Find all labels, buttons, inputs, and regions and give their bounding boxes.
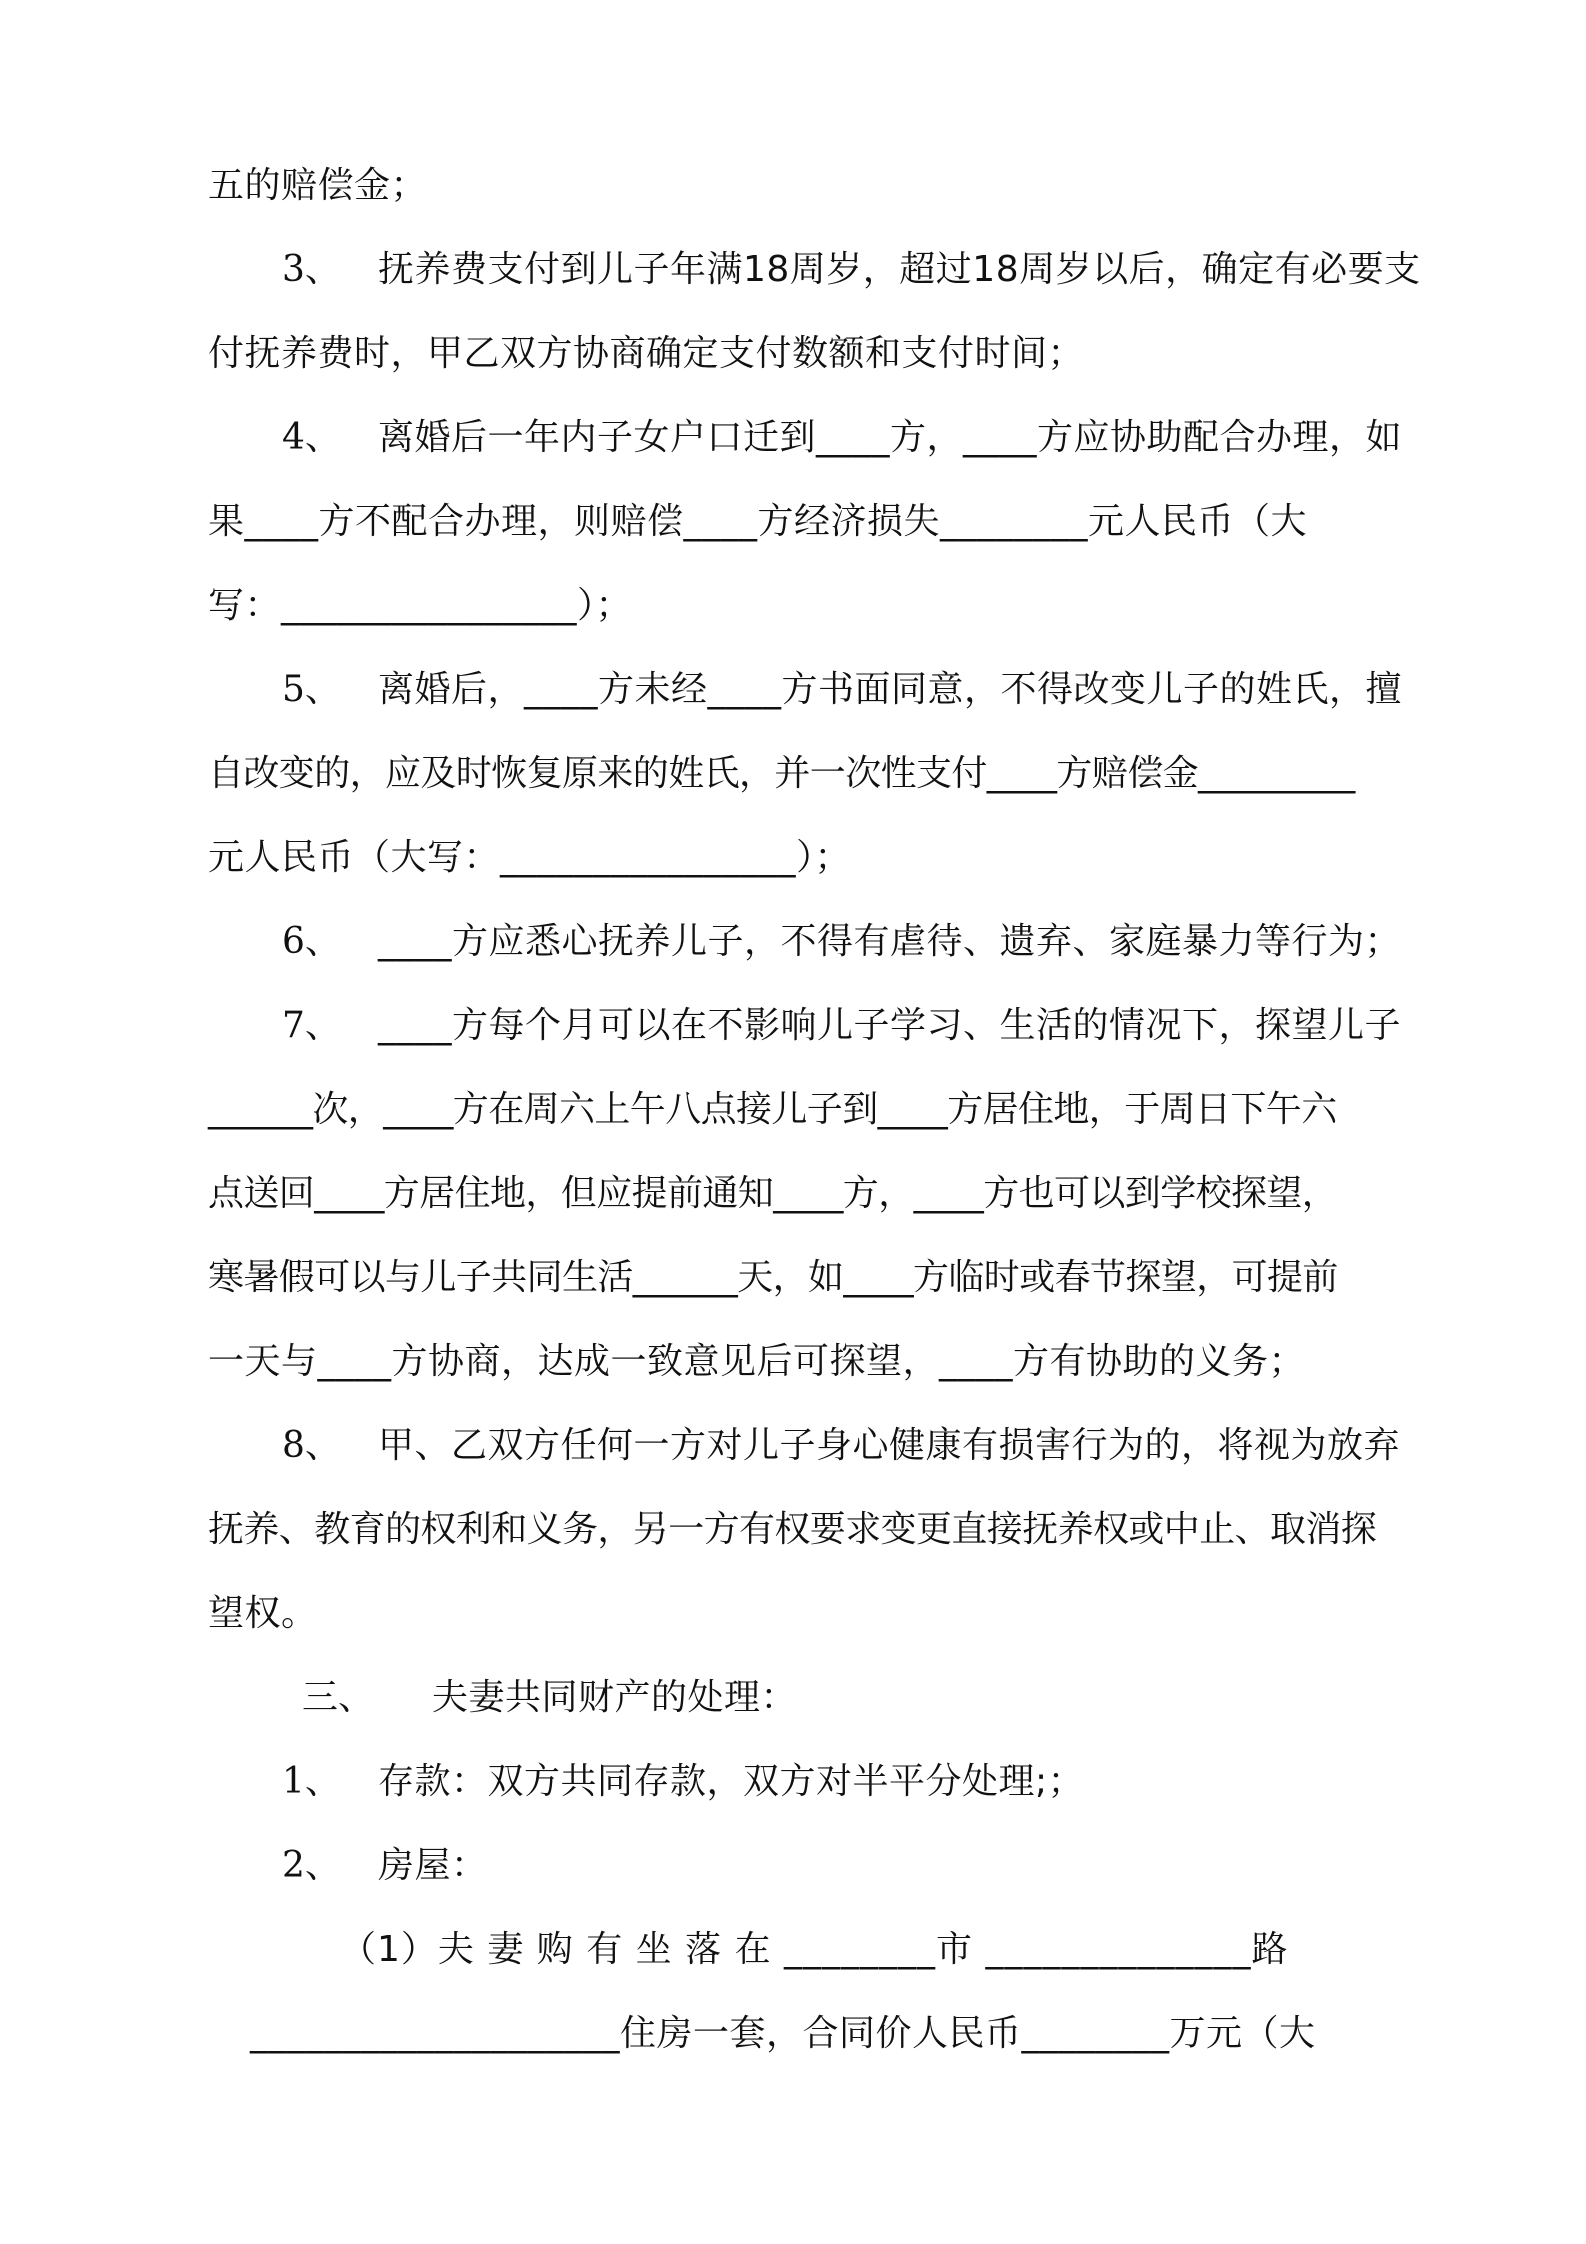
text-line: 写：________________）； [208,585,633,626]
text-line: 果____方不配合办理，则赔偿____方经济损失________元人民币（大 [208,501,1308,542]
section-number: 三、 [302,1677,375,1718]
text-line: 元人民币（大写：________________）； [208,837,852,878]
item-number: 7、 [282,1005,341,1046]
text-line: 寒暑假可以与儿子共同生活______天，如____方临时或春节探望，可提前 [208,1257,1338,1298]
item-number: 4、 [282,417,341,458]
text-line: 五的赔偿金； [208,165,428,206]
text-line: 一天与____方协商，达成一致意见后可探望，____方有协助的义务； [208,1341,1306,1382]
text-line: 房屋： [378,1845,488,1886]
text-line: 抚养费支付到儿子年满18周岁，超过18周岁以后，确定有必要支 [378,249,1421,290]
text-line: 离婚后一年内子女户口迁到____方，____方应协助配合办理，如 [378,417,1403,458]
text-line: ____________________住房一套，合同价人民币________万元（大 [250,2013,1316,2054]
item-number: 2、 [282,1845,341,1886]
text-line: 存款：双方共同存款，双方对半平分处理;； [378,1761,1085,1802]
item-number: 3、 [282,249,341,290]
text-line: 自改变的，应及时恢复原来的姓氏，并一次性支付____方赔偿金_________ [208,753,1355,794]
section-heading: 夫妻共同财产的处理： [432,1677,798,1718]
text-line: ______次，____方在周六上午八点接儿子到____方居住地，于周日下午六 [208,1089,1337,1130]
text-line: 望权。 [208,1593,318,1634]
text-line: 抚养、教育的权利和义务，另一方有权要求变更直接抚养权或中止、取消探 [208,1509,1377,1550]
text-line: 点送回____方居住地，但应提前通知____方，____方也可以到学校探望， [208,1173,1338,1214]
item-number: 5、 [282,669,341,710]
text-line: （1）夫 妻 购 有 坐 落 在 ________市 ______________路 [340,1929,1289,1970]
text-line: 甲、乙双方任何一方对儿子身心健康有损害行为的，将视为放弃 [378,1425,1401,1466]
item-number: 1、 [282,1761,341,1802]
text-line: ____方应悉心抚养儿子，不得有虐待、遗弃、家庭暴力等行为； [378,921,1402,962]
item-number: 8、 [282,1425,341,1466]
text-line: 付抚养费时，甲乙双方协商确定支付数额和支付时间； [208,333,1085,374]
text-line: 离婚后，____方未经____方书面同意，不得改变儿子的姓氏，擅 [378,669,1403,710]
item-number: 6、 [282,921,341,962]
text-line: ____方每个月可以在不影响儿子学习、生活的情况下，探望儿子 [378,1005,1402,1046]
